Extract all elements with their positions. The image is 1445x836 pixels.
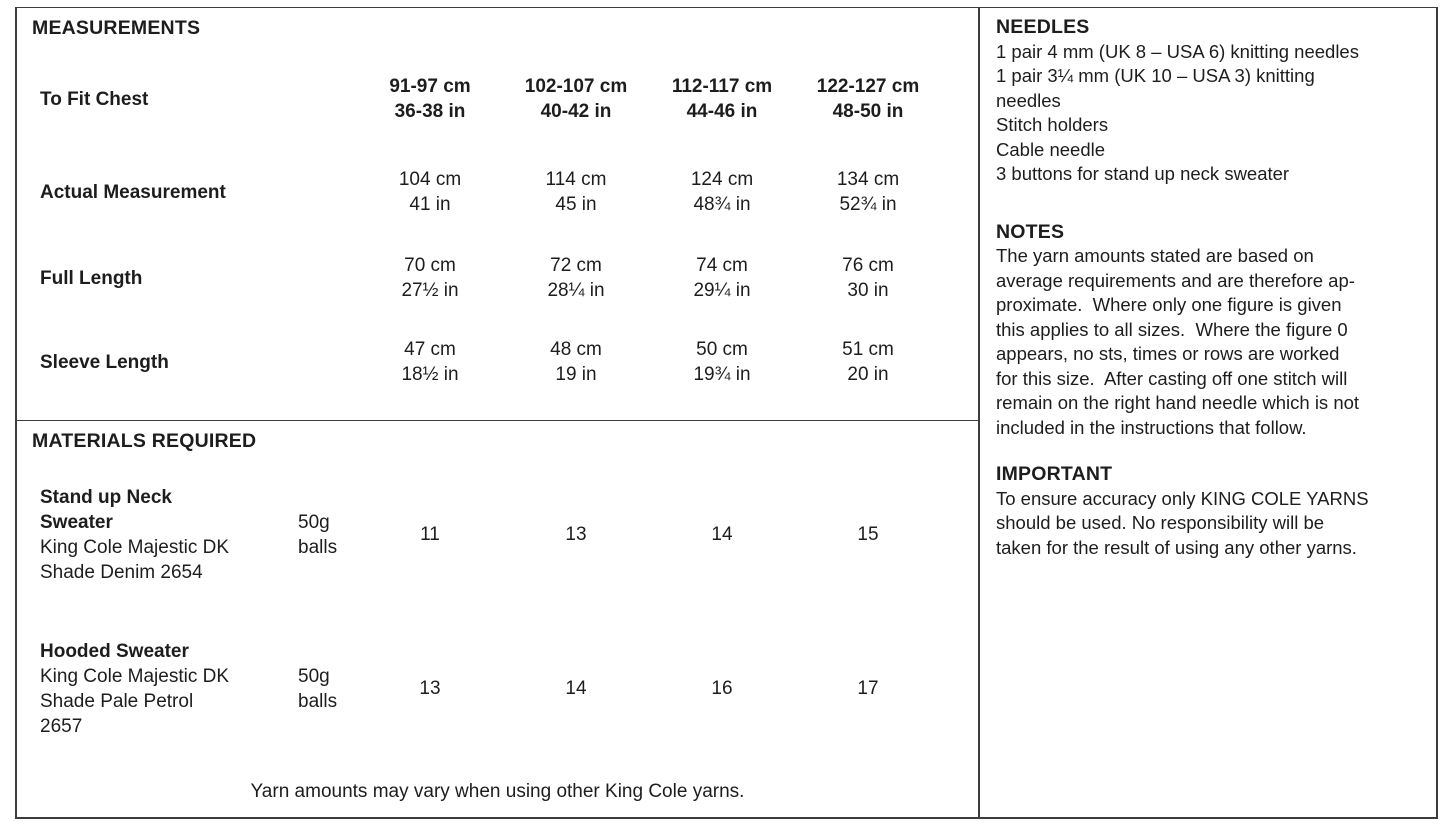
size-in: 27½ in — [401, 280, 459, 301]
measurement-row-actual-measurement — [40, 167, 941, 217]
measurement-cell — [795, 167, 941, 217]
notes-line: average requirements and are therefore ap- — [996, 269, 1355, 291]
notes-line: for this size. After casting off one stitch will — [996, 367, 1348, 389]
notes-line: appears, no sts, times or rows are worked — [996, 343, 1340, 364]
notes-line: this applies to all sizes. Where the figure 0 — [996, 318, 1348, 340]
needles-title: NEEDLES — [996, 16, 1090, 38]
measurement-cell — [795, 74, 941, 124]
needles-line: 1 pair 3¼ mm (UK 10 – USA 3) knitting — [996, 65, 1315, 86]
balls-count: 14 — [711, 524, 733, 545]
pattern-spec-sheet — [15, 7, 1438, 819]
material-item-hooded-sweater — [40, 639, 941, 739]
unit-line: balls — [298, 537, 338, 558]
left-panel — [17, 8, 980, 817]
size-in: 48¾ in — [693, 194, 751, 215]
measurement-row-to-fit-chest — [40, 74, 941, 124]
material-name-line: Hooded Sweater — [40, 641, 189, 662]
balls-count: 17 — [857, 678, 879, 699]
size-cm: 112-117 cm — [671, 76, 773, 97]
size-cm: 50 cm — [696, 339, 748, 360]
size-in: 19¾ in — [693, 364, 751, 385]
balls-count: 14 — [565, 678, 587, 699]
measurement-cell — [357, 167, 503, 217]
size-in: 36-38 in — [394, 101, 466, 122]
important-section — [996, 462, 1440, 560]
materials-footnote: Yarn amounts may vary when using other King Cole yarns. — [250, 781, 745, 802]
balls-count: 11 — [420, 524, 440, 545]
measurement-cell — [649, 167, 795, 217]
balls-count: 15 — [857, 524, 879, 545]
yarn-name-line: King Cole Majestic DK — [40, 537, 230, 558]
measurement-cell — [503, 253, 649, 303]
size-cm: 72 cm — [550, 255, 602, 276]
important-line: taken for the result of using any other yarns. — [996, 536, 1357, 558]
measurement-cell — [357, 337, 503, 387]
size-in: 19 in — [555, 364, 597, 385]
size-cm: 70 cm — [404, 255, 456, 276]
needles-line: needles — [996, 89, 1061, 111]
size-in: 52¾ in — [839, 194, 897, 215]
measurement-cell — [503, 74, 649, 124]
size-cm: 102-107 cm — [524, 76, 628, 97]
size-cm: 51 cm — [842, 339, 894, 360]
important-title: IMPORTANT — [996, 463, 1113, 485]
right-panel — [982, 8, 1440, 817]
needles-line: Cable needle — [996, 138, 1106, 160]
size-in: 44-46 in — [686, 101, 758, 122]
measurement-label: Full Length — [40, 267, 143, 289]
size-cm: 114 cm — [545, 169, 607, 190]
size-cm: 91-97 cm — [389, 76, 471, 97]
measurement-cell — [649, 74, 795, 124]
needles-section — [996, 15, 1440, 187]
unit-line: 50g — [298, 512, 330, 533]
size-cm: 47 cm — [404, 339, 456, 360]
size-cm: 76 cm — [842, 255, 894, 276]
measurement-cell — [357, 253, 503, 303]
materials-section — [17, 422, 978, 818]
notes-line: included in the instructions that follow. — [996, 416, 1307, 438]
notes-line: The yarn amounts stated are based on — [996, 245, 1314, 266]
needles-line: Stitch holders — [996, 114, 1109, 135]
measurement-cell — [357, 74, 503, 124]
needles-line: 3 buttons for stand up neck sweater — [996, 163, 1290, 184]
material-name — [40, 639, 298, 739]
notes-title: NOTES — [996, 220, 1065, 243]
yarn-shade-line: Shade Denim 2654 — [40, 562, 203, 583]
measurement-label: Actual Measurement — [40, 181, 226, 203]
measurement-cell — [795, 337, 941, 387]
size-in: 29¼ in — [693, 280, 751, 301]
size-cm: 124 cm — [690, 169, 754, 190]
material-item-stand-up-neck-sweater — [40, 485, 941, 585]
unit-label — [298, 639, 357, 739]
size-cm: 104 cm — [398, 169, 462, 190]
size-cm: 134 cm — [836, 169, 900, 190]
size-in: 28¼ in — [547, 280, 605, 301]
notes-section — [996, 220, 1440, 441]
size-cm: 122-127 cm — [816, 76, 920, 97]
size-in: 40-42 in — [540, 101, 612, 122]
size-in: 45 in — [555, 194, 597, 215]
material-name-line: Stand up Neck — [40, 487, 172, 508]
measurements-section — [17, 8, 978, 421]
unit-label — [298, 485, 357, 585]
balls-count: 16 — [711, 678, 733, 699]
size-in: 41 in — [409, 194, 451, 215]
measurement-row-full-length — [40, 253, 941, 303]
yarn-shade-line: Shade Pale Petrol — [40, 691, 194, 712]
size-cm: 48 cm — [550, 339, 602, 360]
important-line: should be used. No responsibility will be — [996, 512, 1325, 533]
measurement-cell — [649, 337, 795, 387]
unit-line: 50g — [298, 666, 330, 687]
important-line: To ensure accuracy only KING COLE YARNS — [996, 487, 1369, 509]
needles-line: 1 pair 4 mm (UK 8 – USA 6) knitting needles — [996, 40, 1359, 62]
balls-count: 13 — [565, 524, 587, 545]
notes-line: proximate. Where only one figure is given — [996, 294, 1342, 315]
size-in: 20 in — [847, 364, 889, 385]
material-name-line: Sweater — [40, 512, 113, 533]
measurement-cell — [503, 337, 649, 387]
balls-count: 13 — [419, 678, 441, 699]
materials-title: MATERIALS REQUIRED — [32, 430, 257, 452]
measurement-row-sleeve-length — [40, 337, 941, 387]
material-name — [40, 485, 298, 585]
size-in: 48-50 in — [832, 101, 904, 122]
measurement-label: To Fit Chest — [40, 88, 149, 110]
size-in: 18½ in — [401, 364, 459, 385]
unit-line: balls — [298, 691, 338, 712]
yarn-name-line: King Cole Majestic DK — [40, 666, 230, 687]
yarn-shade-line: 2657 — [40, 716, 83, 737]
notes-line: remain on the right hand needle which is not — [996, 392, 1360, 413]
size-cm: 74 cm — [696, 255, 748, 276]
measurement-label: Sleeve Length — [40, 351, 169, 373]
measurements-title: MEASUREMENTS — [32, 17, 201, 39]
measurement-cell — [795, 253, 941, 303]
measurement-cell — [649, 253, 795, 303]
size-in: 30 in — [847, 280, 889, 301]
measurement-cell — [503, 167, 649, 217]
